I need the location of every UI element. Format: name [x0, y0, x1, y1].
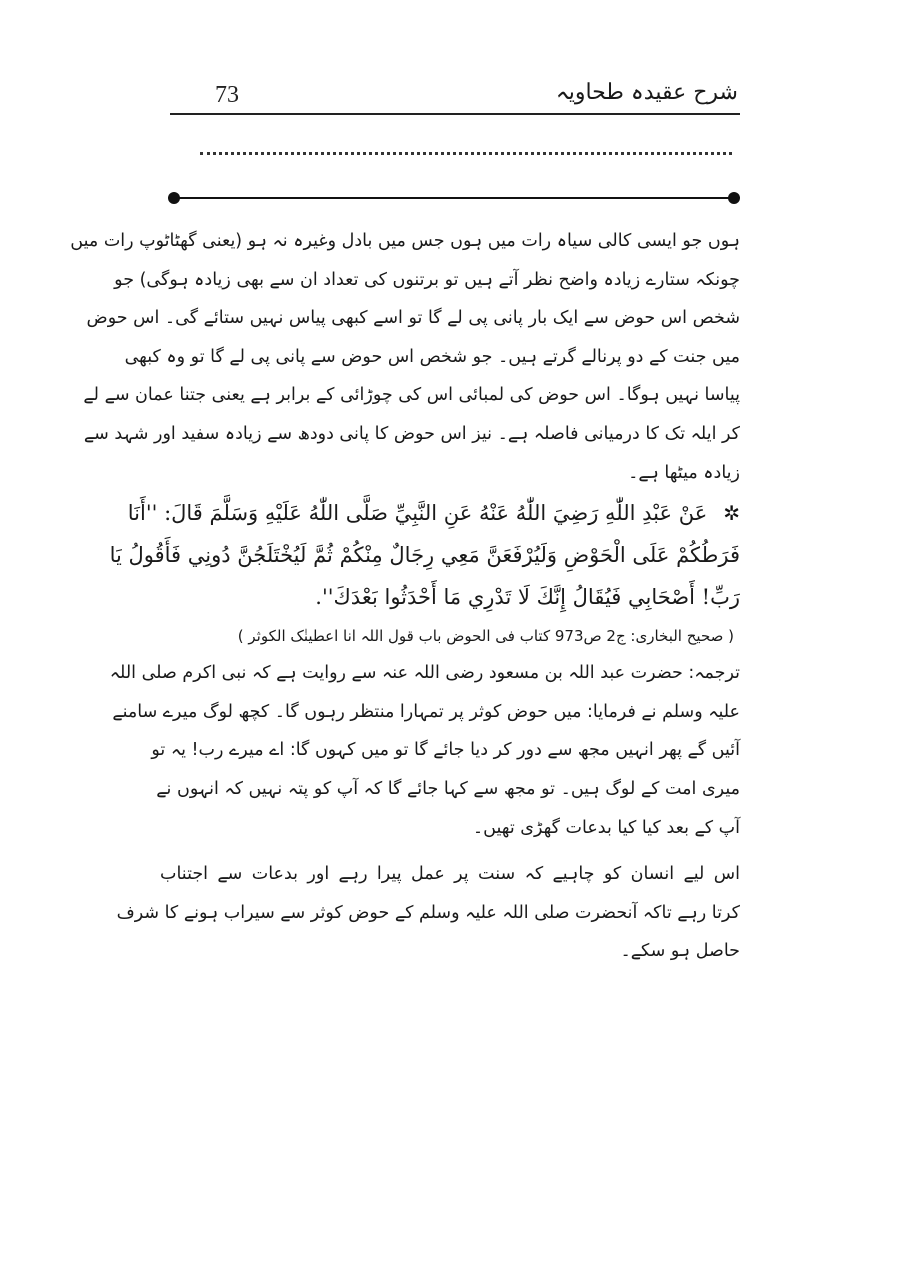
hadith-reference: ( صحیح البخاری: ج2 ص973 کتاب فی الحوض باب قول اللہ انا اعطینٰک الکوثر ) — [237, 627, 734, 646]
paragraph-hawd-description — [70, 222, 740, 492]
text-line: میں جنت کے دو پرنالے گرتے ہیں۔ جو شخص اس حوض سے پانی پی لے گا تو وہ کبھی — [124, 346, 740, 367]
text-line: زیادہ میٹھا ہے۔ — [628, 462, 740, 483]
hadith-line-text: عَنْ عَبْدِ اللّٰهِ رَضِيَ اللّٰهُ عَنْهُ عَنِ النَّبِيِّ صَلَّى اللّٰهُ عَلَيْهِ وَسَلَّمَ قَالَ: ''أَنَا — [127, 501, 708, 526]
page-header — [170, 80, 740, 116]
divider-dot-right — [728, 192, 740, 204]
hadith-line: رَبِّ! أَصْحَابِي فَيُقَالُ إِنَّكَ لَا تَدْرِي مَا أَحْدَثُوا بَعْدَكَ''. — [315, 585, 740, 610]
text-line: علیہ وسلم نے فرمایا: میں حوض کوثر پر تمہارا منتظر رہوں گا۔ کچھ لوگ میرے سامنے — [112, 701, 740, 722]
text-line: حاصل ہو سکے۔ — [620, 941, 740, 962]
hadith-arabic — [109, 492, 740, 618]
text-line: ہوں جو ایسی کالی سیاہ رات میں ہوں جس میں بادل وغیرہ نہ ہو (یعنی گھٹاٹوپ رات میں — [70, 231, 740, 251]
book-title: شرح عقیدہ طحاویہ — [555, 80, 738, 105]
dotted-separator — [200, 152, 732, 155]
header-rule — [170, 113, 740, 115]
text-line: چونکہ ستارے زیادہ واضح نظر آتے ہیں تو برتنوں کی تعداد ان سے بھی زیادہ ہوگی) جو — [114, 269, 740, 290]
text-line: ترجمہ: حضرت عبد اللہ بن مسعود رضی اللہ عنہ سے روایت ہے کہ نبی اکرم صلی اللہ — [109, 663, 740, 684]
text-line: شخص اس حوض سے ایک بار پانی پی لے گا تو اسے کبھی پیاس نہیں ستائے گی۔ اس حوض — [86, 308, 740, 329]
text-line: کرتا رہے تاکہ آنحضرت صلی اللہ علیہ وسلم کے حوض کوثر سے سیراب ہونے کا شرف — [116, 902, 740, 923]
flower-icon: ✲ — [723, 501, 740, 526]
paragraph-conclusion — [116, 855, 740, 971]
page-body — [70, 222, 740, 971]
text-line: میری امت کے لوگ ہیں۔ تو مجھ سے کہا جائے گا کہ آپ کو پتہ نہیں کہ انہوں نے — [156, 778, 740, 799]
text-line: آئیں گے پھر انہیں مجھ سے دور کر دیا جائے گا تو میں کہوں گا: اے میرے رب! یہ تو — [151, 740, 740, 761]
text-line: کر ایلہ تک کا درمیانی فاصلہ ہے۔ نیز اس حوض کا پانی دودھ سے زیادہ سفید اور شہد سے — [83, 423, 740, 444]
text-line: آپ کے بعد کیا کیا بدعات گھڑی تھیں۔ — [472, 817, 740, 838]
text-line: اس لیے انسان کو چاہیے کہ سنت پر عمل پیرا رہے اور بدعات سے اجتناب — [160, 864, 740, 885]
text-line: پیاسا نہیں ہوگا۔ اس حوض کی لمبائی اس کی چوڑائی کے برابر ہے یعنی جتنا عمان سے لے — [83, 385, 740, 406]
hadith-line — [127, 492, 740, 534]
page-number: 73 — [215, 82, 239, 108]
paragraph-gap — [160, 847, 740, 855]
section-divider — [168, 191, 740, 205]
hadith-line: فَرَطُكُمْ عَلَى الْحَوْضِ وَلَيُرْفَعَنَّ مَعِي رِجَالٌ مِنْكُمْ ثُمَّ لَيُخْتَلَجُنَّ دُونِي فَأَقُولُ يَا — [109, 543, 740, 568]
divider-dot-left — [168, 192, 180, 204]
paragraph-translation — [109, 654, 740, 847]
divider-line — [174, 197, 734, 199]
